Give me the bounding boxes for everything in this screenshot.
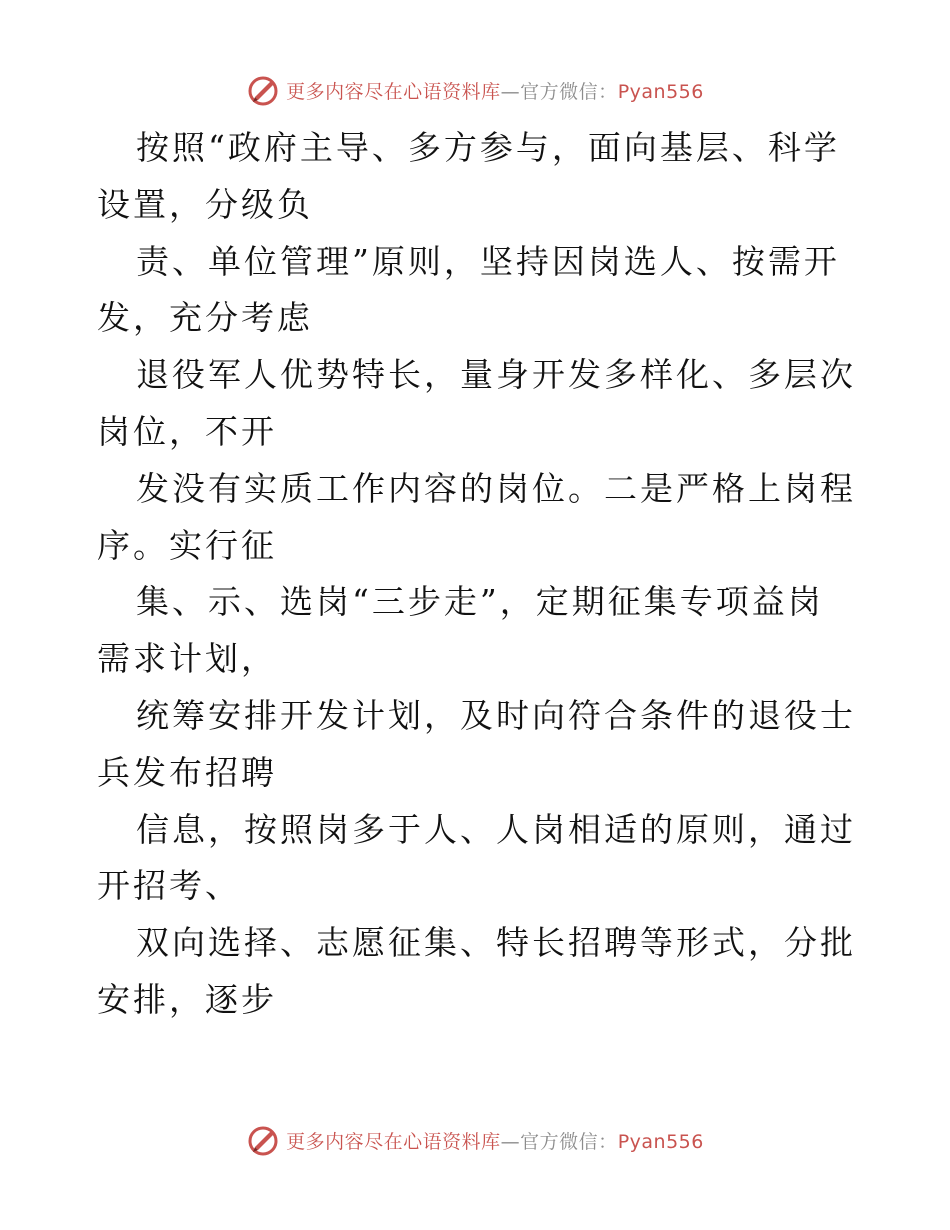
paragraph: 双向选择、志愿征集、特长招聘等形式，分批安排，逐步 [97,923,856,1019]
footer-wechat-id: Pyan556 [617,1130,704,1153]
header-wechat-label: 官方微信： [520,80,618,103]
paragraph: 按照“政府主导、多方参与，面向基层、科学设置，分级负 [97,128,840,224]
header-text [286,77,704,104]
header-wechat-id: Pyan556 [617,80,704,103]
paragraph: 责、单位管理”原则，坚持因岗选人、按需开发，充分考虑 [97,241,840,338]
paragraph: 发没有实质工作内容的岗位。二是严格上岗程序。实行征 [97,468,856,565]
footer-wechat-label: 官方微信： [520,1130,618,1153]
header-banner [0,70,950,110]
pen-logo-icon [246,1123,280,1157]
paragraph: 信息，按照岗多于人、人岗相适的原则，通过开招考、 [97,809,856,906]
footer-dash: — [500,1130,521,1153]
footer-text [286,1127,704,1154]
footer-brand: 更多内容尽在心语资料库 [286,1130,501,1153]
paragraph: 统筹安排开发计划，及时向符合条件的退役士兵发布招聘 [97,695,856,792]
footer-banner [0,1120,950,1160]
paragraph: 集、示、选岗“三步走”，定期征集专项益岗需求计划， [97,582,824,679]
header-brand: 更多内容尽在心语资料库 [286,80,501,103]
header-dash: — [500,80,521,103]
pen-logo-icon [246,73,280,107]
paragraph: 退役军人优势特长，量身开发多样化、多层次岗位，不开 [97,355,856,451]
document-body [97,120,857,1029]
